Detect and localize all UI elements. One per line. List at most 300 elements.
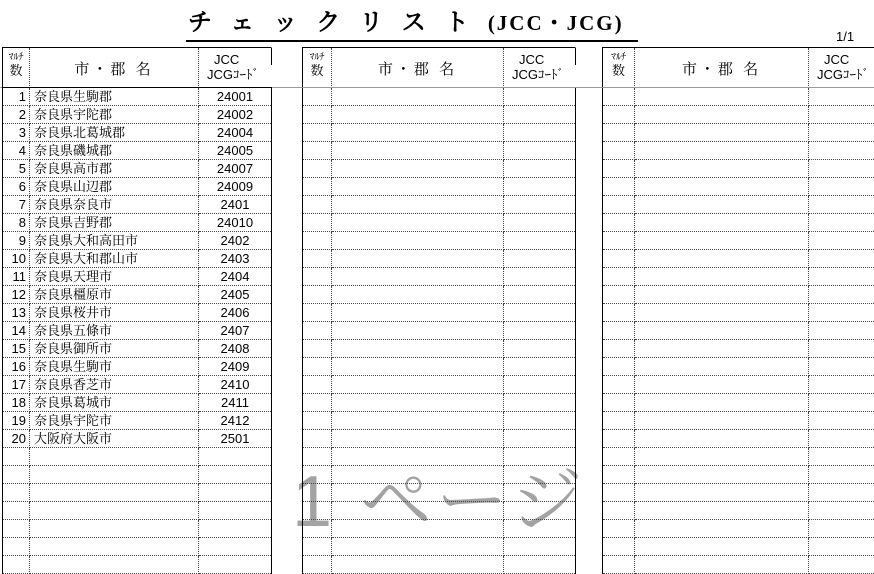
- jcc-code-cell[interactable]: [504, 232, 575, 250]
- header-right-border-segment: [271, 48, 272, 65]
- city-name-cell[interactable]: [332, 502, 504, 520]
- city-name-cell[interactable]: [332, 340, 504, 358]
- city-name-cell[interactable]: 奈良県橿原市: [30, 286, 199, 304]
- multi-count-cell[interactable]: [603, 394, 635, 412]
- city-name-cell[interactable]: [635, 412, 809, 430]
- city-name-cell[interactable]: [30, 466, 199, 484]
- city-name-cell[interactable]: [635, 304, 809, 322]
- jcc-code-cell[interactable]: 2501: [199, 430, 271, 448]
- table-row: [602, 268, 874, 286]
- city-name-cell[interactable]: [332, 556, 504, 574]
- jcc-code-cell[interactable]: [809, 430, 874, 448]
- city-name-cell[interactable]: [332, 484, 504, 502]
- jcc-code-cell[interactable]: [809, 160, 874, 178]
- jcc-code-cell[interactable]: [809, 358, 874, 376]
- table-row: [302, 160, 576, 178]
- multi-count-cell[interactable]: [603, 466, 635, 484]
- multi-count-cell[interactable]: [303, 484, 332, 502]
- multi-count-cell[interactable]: 14: [3, 322, 30, 340]
- jcc-code-cell[interactable]: [504, 556, 575, 574]
- multi-count-cell[interactable]: [603, 502, 635, 520]
- code-header-line2: JCGｺｰﾄﾞ: [817, 67, 869, 82]
- multi-count-cell[interactable]: [303, 322, 332, 340]
- city-name-cell[interactable]: [332, 196, 504, 214]
- city-name-cell[interactable]: [332, 214, 504, 232]
- city-name-cell[interactable]: [635, 484, 809, 502]
- table-row: [302, 322, 576, 340]
- table-row: [602, 484, 874, 502]
- city-name-cell[interactable]: [332, 88, 504, 106]
- city-name-cell[interactable]: [635, 178, 809, 196]
- city-name-cell[interactable]: [635, 520, 809, 538]
- multi-count-cell[interactable]: [303, 160, 332, 178]
- table-row: [2, 340, 272, 358]
- table-row: [2, 412, 272, 430]
- jcc-code-cell[interactable]: [809, 142, 874, 160]
- jcc-code-cell[interactable]: [504, 250, 575, 268]
- multi-count-cell[interactable]: [603, 520, 635, 538]
- multi-count-cell[interactable]: 2: [3, 106, 30, 124]
- multi-count-cell[interactable]: 19: [3, 412, 30, 430]
- jcc-code-cell[interactable]: 24009: [199, 178, 271, 196]
- jcc-code-cell[interactable]: [504, 304, 575, 322]
- city-name-cell[interactable]: 奈良県生駒市: [30, 358, 199, 376]
- multi-count-cell[interactable]: [303, 178, 332, 196]
- jcc-code-cell[interactable]: [199, 520, 271, 538]
- multi-count-cell[interactable]: [303, 430, 332, 448]
- jcc-code-cell[interactable]: [809, 520, 874, 538]
- table-row: [602, 412, 874, 430]
- multi-count-cell[interactable]: [303, 232, 332, 250]
- multi-count-header[interactable]: [303, 48, 332, 88]
- city-name-cell[interactable]: [635, 358, 809, 376]
- multi-count-cell[interactable]: [303, 214, 332, 232]
- city-name-cell[interactable]: 奈良県天理市: [30, 268, 199, 286]
- jcc-code-cell[interactable]: 24005: [199, 142, 271, 160]
- city-name-cell[interactable]: [30, 520, 199, 538]
- city-name-cell[interactable]: [332, 322, 504, 340]
- city-name-cell[interactable]: 奈良県生駒郡: [30, 88, 199, 106]
- jcc-code-cell[interactable]: [809, 466, 874, 484]
- multi-count-cell[interactable]: [603, 286, 635, 304]
- jcc-code-cell[interactable]: [809, 88, 874, 106]
- multi-count-cell[interactable]: [603, 124, 635, 142]
- jcc-code-cell[interactable]: 2405: [199, 286, 271, 304]
- multi-count-cell[interactable]: [603, 412, 635, 430]
- jcc-code-cell[interactable]: [199, 484, 271, 502]
- city-name-cell[interactable]: [635, 268, 809, 286]
- multi-count-cell[interactable]: [303, 394, 332, 412]
- table-row: [602, 430, 874, 448]
- city-name-cell[interactable]: [332, 178, 504, 196]
- jcc-code-cell[interactable]: [809, 538, 874, 556]
- jcc-code-cell[interactable]: [809, 484, 874, 502]
- city-name-cell[interactable]: 奈良県大和郡山市: [30, 250, 199, 268]
- checklist-table-3: [602, 47, 874, 574]
- multi-count-cell[interactable]: [603, 358, 635, 376]
- code-header-line1: JCC: [824, 52, 850, 67]
- city-district-name-header[interactable]: 市・郡 名: [332, 48, 504, 88]
- jcc-code-cell[interactable]: 2403: [199, 250, 271, 268]
- city-name-cell[interactable]: [635, 502, 809, 520]
- table-row: [302, 466, 576, 484]
- multi-count-cell[interactable]: [603, 268, 635, 286]
- multi-count-cell[interactable]: [603, 322, 635, 340]
- table-row: [302, 484, 576, 502]
- city-district-name-header[interactable]: 市・郡 名: [635, 48, 809, 88]
- multi-count-cell[interactable]: 6: [3, 178, 30, 196]
- city-district-name-header[interactable]: 市・郡 名: [30, 48, 199, 88]
- jcc-code-cell[interactable]: [809, 448, 874, 466]
- multi-count-cell[interactable]: [603, 484, 635, 502]
- city-name-cell[interactable]: [332, 106, 504, 124]
- city-name-cell[interactable]: [635, 124, 809, 142]
- multi-count-cell[interactable]: [603, 178, 635, 196]
- city-name-cell[interactable]: 奈良県吉野郡: [30, 214, 199, 232]
- table-row: [2, 178, 272, 196]
- city-name-cell[interactable]: [332, 394, 504, 412]
- jcc-code-cell[interactable]: [504, 268, 575, 286]
- multi-count-cell[interactable]: [303, 466, 332, 484]
- city-name-cell[interactable]: [635, 142, 809, 160]
- multi-count-cell[interactable]: [303, 502, 332, 520]
- multi-count-cell[interactable]: [603, 448, 635, 466]
- city-name-cell[interactable]: 奈良県葛城市: [30, 394, 199, 412]
- table-row: [602, 340, 874, 358]
- city-name-cell[interactable]: [332, 304, 504, 322]
- multi-count-cell[interactable]: [603, 538, 635, 556]
- city-name-cell[interactable]: 奈良県桜井市: [30, 304, 199, 322]
- multi-count-cell[interactable]: [303, 250, 332, 268]
- header-right-border-segment: [575, 48, 576, 65]
- multi-count-cell[interactable]: 8: [3, 214, 30, 232]
- city-name-cell[interactable]: [30, 502, 199, 520]
- city-name-cell[interactable]: [332, 376, 504, 394]
- jcc-code-cell[interactable]: [199, 502, 271, 520]
- multi-count-cell[interactable]: [303, 106, 332, 124]
- multi-count-header[interactable]: [603, 48, 635, 88]
- city-name-cell[interactable]: [635, 214, 809, 232]
- city-name-cell[interactable]: [30, 448, 199, 466]
- multi-count-cell[interactable]: 1: [3, 88, 30, 106]
- multi-count-cell[interactable]: [3, 502, 30, 520]
- multi-count-cell[interactable]: [603, 160, 635, 178]
- multi-count-cell[interactable]: 15: [3, 340, 30, 358]
- jcc-code-cell[interactable]: [809, 322, 874, 340]
- multi-count-cell[interactable]: [303, 142, 332, 160]
- jcc-code-cell[interactable]: [199, 466, 271, 484]
- multi-count-cell[interactable]: [303, 340, 332, 358]
- jcc-code-cell[interactable]: 24007: [199, 160, 271, 178]
- jcc-code-cell[interactable]: [504, 340, 575, 358]
- table-row: [302, 286, 576, 304]
- jcc-code-cell[interactable]: [199, 538, 271, 556]
- jcc-code-cell[interactable]: 2410: [199, 376, 271, 394]
- jcc-code-cell[interactable]: [504, 358, 575, 376]
- multi-count-cell[interactable]: [603, 250, 635, 268]
- city-name-cell[interactable]: [332, 358, 504, 376]
- city-name-cell[interactable]: 奈良県磯城郡: [30, 142, 199, 160]
- city-name-cell[interactable]: [332, 250, 504, 268]
- table-row: [2, 142, 272, 160]
- jcc-code-cell[interactable]: 2402: [199, 232, 271, 250]
- jcc-code-cell[interactable]: 2401: [199, 196, 271, 214]
- multi-count-cell[interactable]: [303, 88, 332, 106]
- table-row: [302, 124, 576, 142]
- city-name-cell[interactable]: 奈良県香芝市: [30, 376, 199, 394]
- jcc-code-cell[interactable]: 24001: [199, 88, 271, 106]
- jcc-code-cell[interactable]: [504, 466, 575, 484]
- city-name-cell[interactable]: [30, 556, 199, 574]
- jcc-code-cell[interactable]: 2412: [199, 412, 271, 430]
- city-name-cell[interactable]: [635, 232, 809, 250]
- multi-count-cell[interactable]: 11: [3, 268, 30, 286]
- table-row: [2, 106, 272, 124]
- jcc-code-cell[interactable]: [809, 124, 874, 142]
- city-name-cell[interactable]: [332, 448, 504, 466]
- city-name-cell[interactable]: [30, 538, 199, 556]
- multi-count-cell[interactable]: [303, 196, 332, 214]
- city-name-cell[interactable]: 奈良県五條市: [30, 322, 199, 340]
- multi-count-cell[interactable]: [303, 538, 332, 556]
- jcc-jcg-code-header[interactable]: [809, 48, 874, 88]
- multi-count-cell[interactable]: [603, 214, 635, 232]
- multi-count-cell[interactable]: [3, 538, 30, 556]
- table-row: [602, 160, 874, 178]
- multi-count-cell[interactable]: [303, 412, 332, 430]
- jcc-code-cell[interactable]: [504, 394, 575, 412]
- city-name-cell[interactable]: [332, 520, 504, 538]
- jcc-code-cell[interactable]: [504, 214, 575, 232]
- city-name-cell[interactable]: 奈良県宇陀市: [30, 412, 199, 430]
- table-row: [602, 124, 874, 142]
- code-header-line1: JCC: [214, 52, 240, 67]
- city-name-cell[interactable]: [332, 142, 504, 160]
- multi-count-header[interactable]: [3, 48, 30, 88]
- city-name-cell[interactable]: [635, 250, 809, 268]
- table-row: [302, 214, 576, 232]
- page-title: [186, 2, 638, 42]
- multi-count-cell[interactable]: [603, 304, 635, 322]
- table-row: [2, 322, 272, 340]
- table-body: [302, 88, 576, 574]
- multi-count-cell[interactable]: [303, 556, 332, 574]
- multi-count-cell[interactable]: [3, 484, 30, 502]
- multi-count-cell[interactable]: 17: [3, 376, 30, 394]
- table-row: [2, 214, 272, 232]
- city-name-cell[interactable]: [332, 430, 504, 448]
- jcc-jcg-code-header[interactable]: [199, 48, 271, 88]
- city-name-cell[interactable]: [635, 340, 809, 358]
- city-name-cell[interactable]: [332, 160, 504, 178]
- jcc-code-cell[interactable]: [809, 304, 874, 322]
- multi-count-cell[interactable]: [603, 232, 635, 250]
- jcc-code-cell[interactable]: [504, 322, 575, 340]
- code-header-line2: JCGｺｰﾄﾞ: [512, 67, 564, 82]
- multi-count-cell[interactable]: [603, 142, 635, 160]
- city-name-cell[interactable]: [635, 376, 809, 394]
- jcc-code-cell[interactable]: [199, 556, 271, 574]
- multi-count-cell[interactable]: 4: [3, 142, 30, 160]
- city-name-cell[interactable]: [635, 106, 809, 124]
- multi-count-cell[interactable]: [603, 340, 635, 358]
- city-name-cell[interactable]: 奈良県奈良市: [30, 196, 199, 214]
- table-row: [302, 250, 576, 268]
- jcc-code-cell[interactable]: [199, 448, 271, 466]
- jcc-code-cell[interactable]: [809, 412, 874, 430]
- jcc-code-cell[interactable]: [809, 196, 874, 214]
- multi-count-cell[interactable]: [603, 88, 635, 106]
- multi-count-cell[interactable]: [303, 268, 332, 286]
- multi-count-cell[interactable]: [303, 376, 332, 394]
- multi-count-cell[interactable]: [303, 124, 332, 142]
- multi-count-cell[interactable]: [603, 430, 635, 448]
- jcc-code-cell[interactable]: [504, 448, 575, 466]
- multi-count-cell[interactable]: 13: [3, 304, 30, 322]
- table-row: [2, 448, 272, 466]
- city-name-cell[interactable]: [635, 466, 809, 484]
- multi-count-cell[interactable]: [603, 556, 635, 574]
- multi-count-cell[interactable]: 3: [3, 124, 30, 142]
- multi-count-cell[interactable]: [603, 196, 635, 214]
- city-name-cell[interactable]: [635, 556, 809, 574]
- jcc-code-cell[interactable]: 2409: [199, 358, 271, 376]
- jcc-code-cell[interactable]: [809, 502, 874, 520]
- jcc-code-cell[interactable]: 24002: [199, 106, 271, 124]
- table-row: [2, 538, 272, 556]
- code-header-line2: JCGｺｰﾄﾞ: [207, 67, 259, 82]
- multi-count-cell[interactable]: [303, 304, 332, 322]
- city-name-cell[interactable]: 奈良県御所市: [30, 340, 199, 358]
- table-row: [2, 160, 272, 178]
- jcc-code-cell[interactable]: [504, 412, 575, 430]
- jcc-code-cell[interactable]: [809, 268, 874, 286]
- city-name-cell[interactable]: [332, 286, 504, 304]
- jcc-code-cell[interactable]: 24004: [199, 124, 271, 142]
- multi-count-cell[interactable]: [3, 556, 30, 574]
- city-name-cell[interactable]: 奈良県山辺郡: [30, 178, 199, 196]
- jcc-code-cell[interactable]: 2404: [199, 268, 271, 286]
- table-row: [302, 502, 576, 520]
- multi-count-cell[interactable]: [303, 286, 332, 304]
- multi-header-line1: ﾏﾙﾁ: [309, 52, 325, 63]
- multi-count-cell[interactable]: 16: [3, 358, 30, 376]
- jcc-code-cell[interactable]: [504, 538, 575, 556]
- city-name-cell[interactable]: [635, 394, 809, 412]
- jcc-code-cell[interactable]: [504, 376, 575, 394]
- checklist-table-2: [302, 47, 576, 574]
- jcc-code-cell[interactable]: [809, 286, 874, 304]
- multi-count-cell[interactable]: [3, 466, 30, 484]
- multi-count-cell[interactable]: [303, 448, 332, 466]
- multi-count-cell[interactable]: [303, 358, 332, 376]
- city-name-cell[interactable]: [332, 412, 504, 430]
- city-name-cell[interactable]: [332, 538, 504, 556]
- jcc-code-cell[interactable]: 24010: [199, 214, 271, 232]
- table-row: [2, 232, 272, 250]
- city-name-cell[interactable]: 奈良県大和高田市: [30, 232, 199, 250]
- multi-count-cell[interactable]: 20: [3, 430, 30, 448]
- city-name-cell[interactable]: 奈良県宇陀郡: [30, 106, 199, 124]
- city-name-cell[interactable]: 奈良県北葛城郡: [30, 124, 199, 142]
- city-name-cell[interactable]: [30, 484, 199, 502]
- jcc-code-cell[interactable]: [504, 520, 575, 538]
- jcc-code-cell[interactable]: [809, 250, 874, 268]
- jcc-code-cell[interactable]: [809, 106, 874, 124]
- table-row: [302, 196, 576, 214]
- multi-count-cell[interactable]: 18: [3, 394, 30, 412]
- jcc-code-cell[interactable]: [504, 484, 575, 502]
- jcc-code-cell[interactable]: [504, 286, 575, 304]
- city-name-cell[interactable]: [635, 160, 809, 178]
- multi-count-cell[interactable]: 5: [3, 160, 30, 178]
- city-name-cell[interactable]: 奈良県高市郡: [30, 160, 199, 178]
- jcc-code-cell[interactable]: [809, 340, 874, 358]
- city-name-cell[interactable]: [635, 538, 809, 556]
- jcc-code-cell[interactable]: [504, 124, 575, 142]
- jcc-code-cell[interactable]: 2407: [199, 322, 271, 340]
- jcc-code-cell[interactable]: [504, 142, 575, 160]
- table-row: [2, 196, 272, 214]
- jcc-code-cell[interactable]: [504, 106, 575, 124]
- city-name-cell[interactable]: 大阪府大阪市: [30, 430, 199, 448]
- table-row: [602, 466, 874, 484]
- jcc-code-cell[interactable]: [809, 376, 874, 394]
- jcc-code-cell[interactable]: [504, 196, 575, 214]
- city-name-cell[interactable]: [635, 196, 809, 214]
- table1-header-underline: [2, 87, 272, 88]
- jcc-code-cell[interactable]: [809, 214, 874, 232]
- table-row: [602, 88, 874, 106]
- jcc-jcg-code-header[interactable]: [504, 48, 575, 88]
- city-name-cell[interactable]: [635, 322, 809, 340]
- multi-count-cell[interactable]: 9: [3, 232, 30, 250]
- jcc-code-cell[interactable]: [504, 88, 575, 106]
- multi-count-cell[interactable]: 12: [3, 286, 30, 304]
- city-name-cell[interactable]: [635, 448, 809, 466]
- multi-count-cell[interactable]: [303, 520, 332, 538]
- jcc-code-cell[interactable]: [504, 502, 575, 520]
- jcc-code-cell[interactable]: [809, 394, 874, 412]
- jcc-code-cell[interactable]: 2411: [199, 394, 271, 412]
- jcc-code-cell[interactable]: 2408: [199, 340, 271, 358]
- jcc-code-cell[interactable]: 2406: [199, 304, 271, 322]
- jcc-code-cell[interactable]: [809, 556, 874, 574]
- table-row: [302, 538, 576, 556]
- multi-count-cell[interactable]: [3, 448, 30, 466]
- multi-count-cell[interactable]: 7: [3, 196, 30, 214]
- jcc-code-cell[interactable]: [809, 232, 874, 250]
- multi-count-cell[interactable]: [3, 520, 30, 538]
- multi-count-cell[interactable]: [603, 106, 635, 124]
- jcc-code-cell[interactable]: [504, 430, 575, 448]
- jcc-code-cell[interactable]: [809, 178, 874, 196]
- table-row: [602, 520, 874, 538]
- city-name-cell[interactable]: [635, 430, 809, 448]
- city-name-cell[interactable]: [635, 286, 809, 304]
- jcc-code-cell[interactable]: [504, 160, 575, 178]
- jcc-code-cell[interactable]: [504, 178, 575, 196]
- multi-count-cell[interactable]: [603, 376, 635, 394]
- table-row: [2, 88, 272, 106]
- city-name-cell[interactable]: [332, 124, 504, 142]
- table-row: [602, 376, 874, 394]
- city-name-cell[interactable]: [332, 232, 504, 250]
- multi-count-cell[interactable]: 10: [3, 250, 30, 268]
- city-name-cell[interactable]: [332, 268, 504, 286]
- city-name-cell[interactable]: [332, 466, 504, 484]
- city-name-cell[interactable]: [635, 88, 809, 106]
